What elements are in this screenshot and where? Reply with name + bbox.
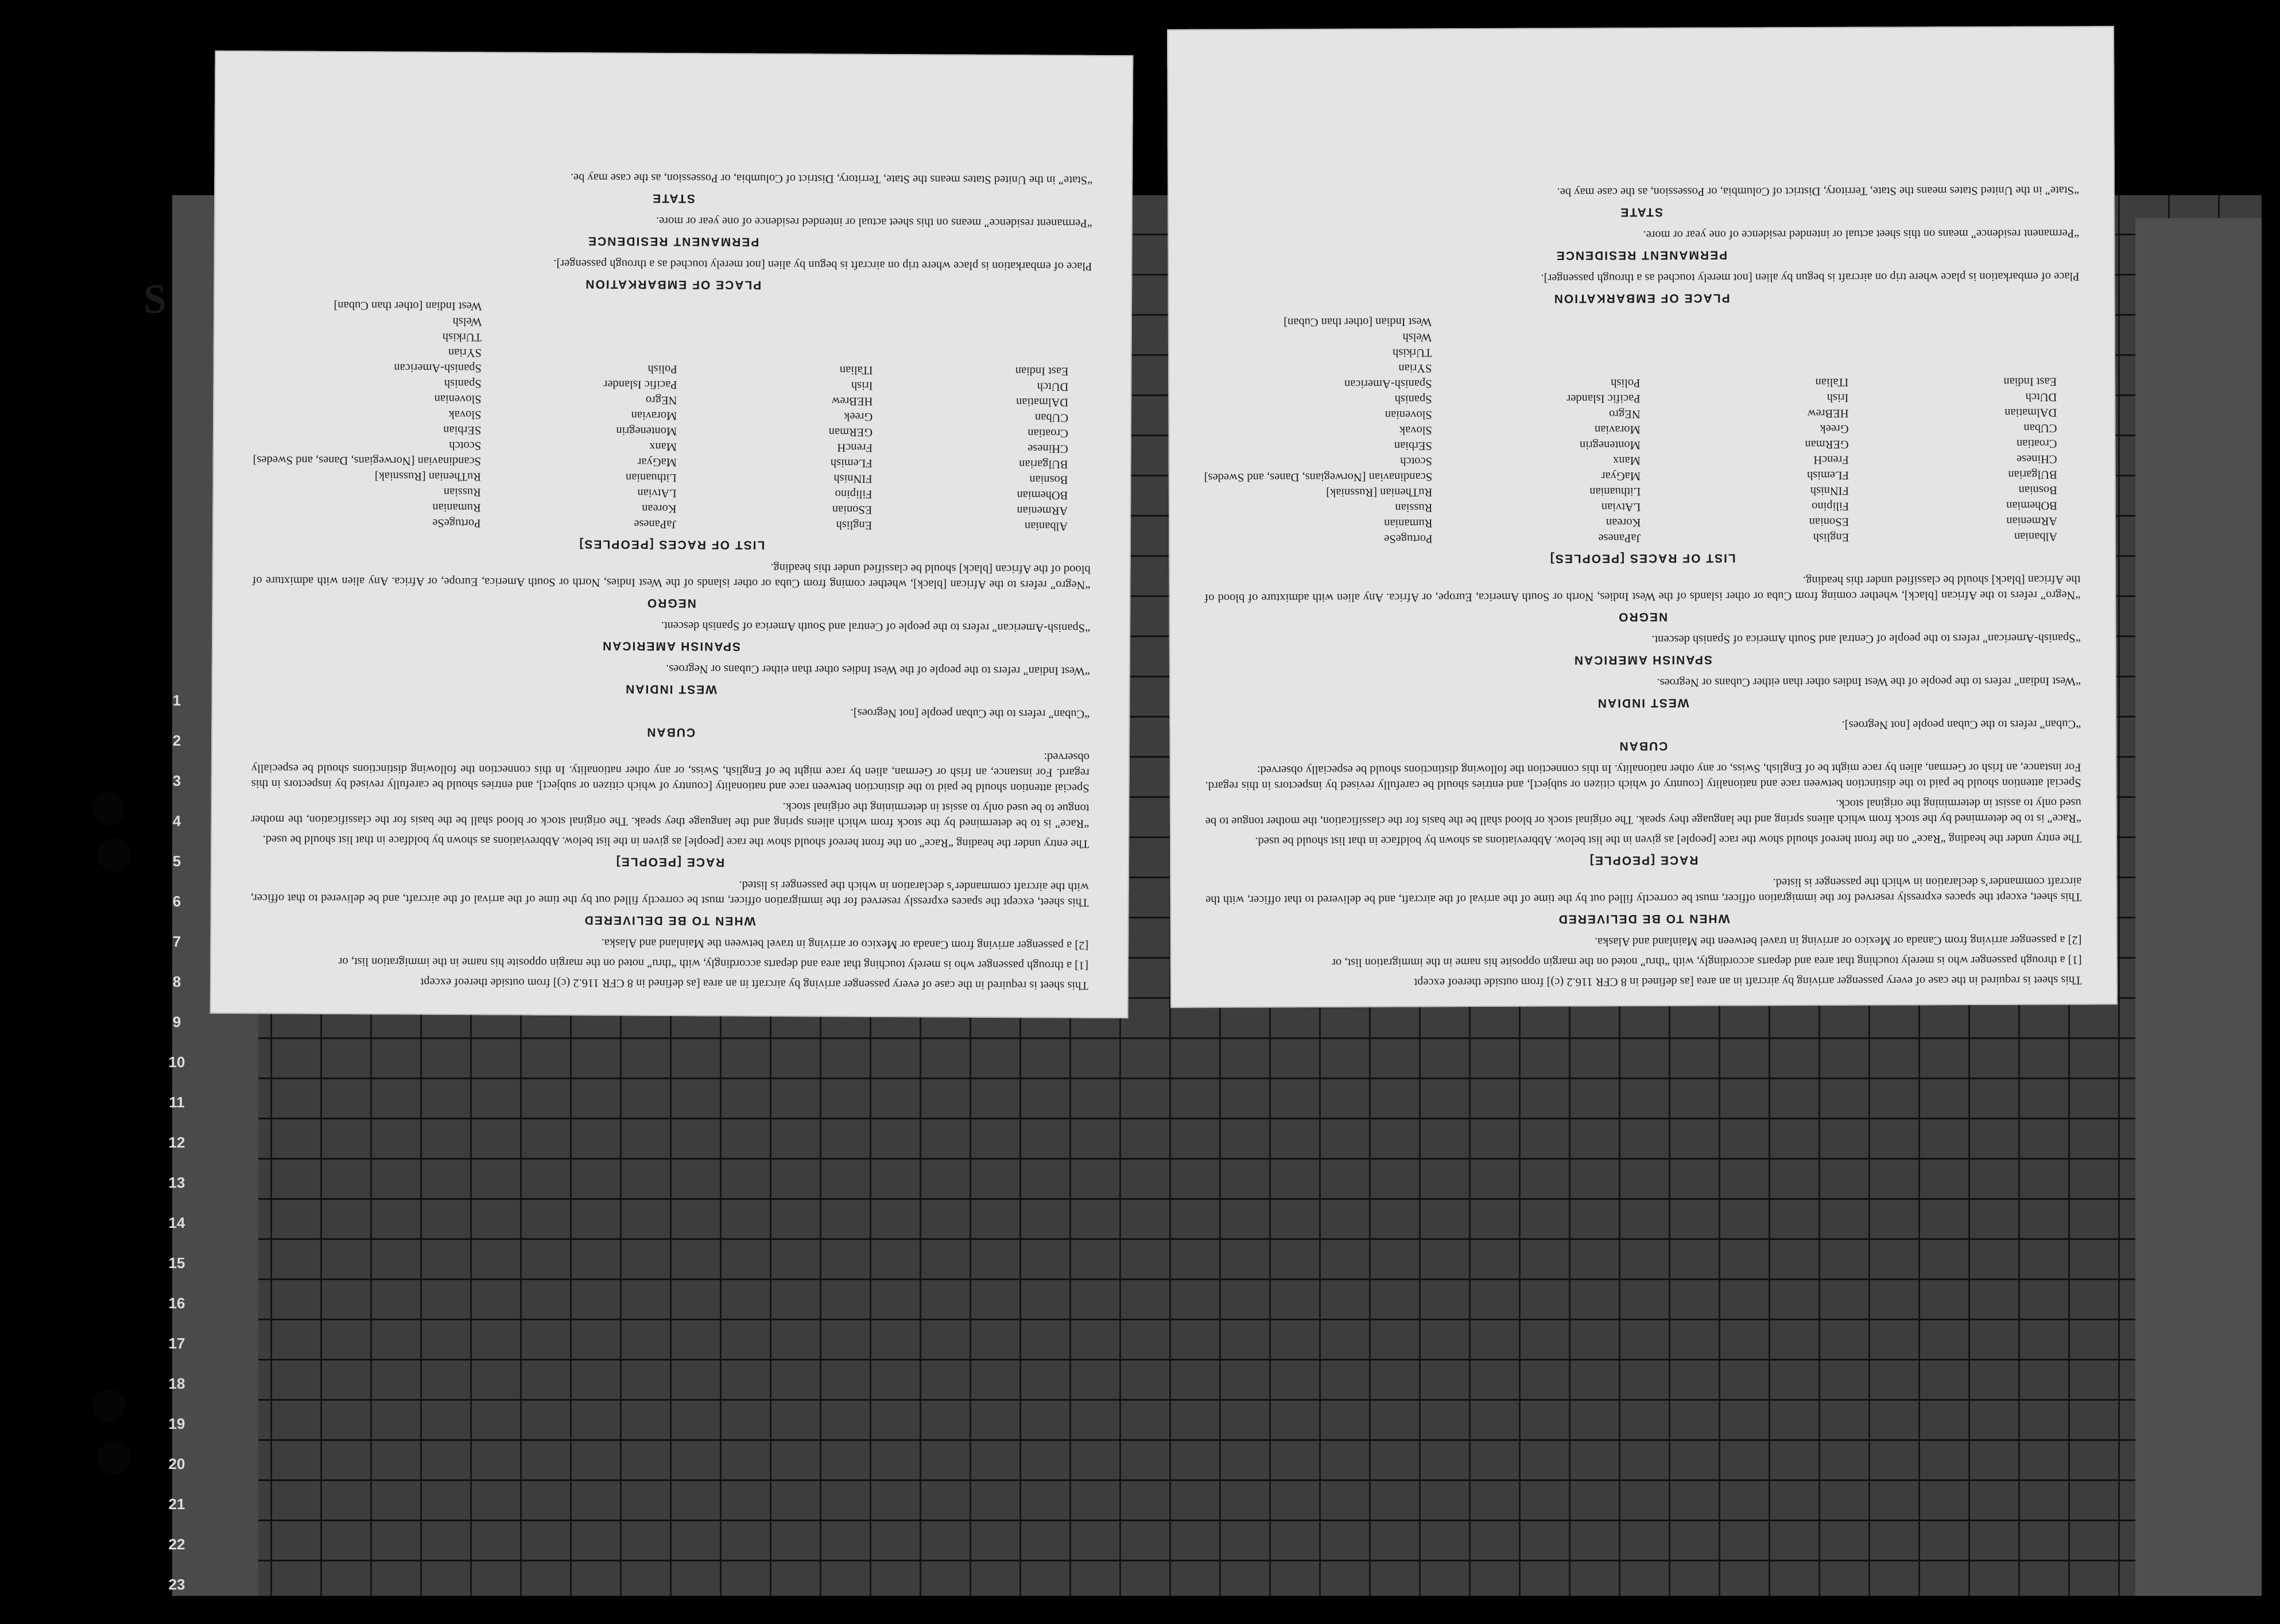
race-entry: Polish [1611,377,1641,390]
races-column [688,299,873,533]
race-entry: DUtch [2025,390,2057,404]
race-entry: TUrkish [1392,346,1432,359]
race-entry: SErbian [1394,439,1432,452]
race-entry: ITalian [1815,375,1849,389]
race-entry: Greek [844,410,873,423]
race-text-2: “Race” is to be determined by the stock from which aliens spring and the language they speak. The original stock or blood shall be the basis for the classification, the mother tongue to be used only to assist in determining the original stock. [251,800,1089,830]
exception-item-2: [2] a passenger arriving from Canada or Mexico or arriving in travel between the Mainland and Alaska. [601,936,1089,952]
race-entry: HEBrew [831,394,873,408]
state-text: “State” in the United States means the State, Territory, District of Columbia, or Possession, as the case may be. [1557,184,2080,199]
race-entry: Rumanian [1384,517,1433,530]
race-entry: Korean [642,502,677,516]
race-entry: Croatian [2016,437,2057,450]
race-entry: SYrian [1398,362,1432,375]
race-entry: Bosnian [2018,483,2057,497]
race-entry: English [1813,530,1849,544]
races-column [253,297,482,530]
race-text-3: Special attention should be paid to the distinction between race and nationality [country of which citizen or subject], and entries should be carefully revised by inspectors in this regard. For instance, an Irish or German, alien by race might be of English, Swiss, or any other nationality. In this connection the following distinctions should be especially observed: [251,750,1090,794]
ledger-row-number: 3 [172,772,181,789]
when-text: This sheet, except the spaces expressly reserved for the immigration officer, must be correctly filled out by the time of the arrival of the aircraft, and be delivered to that officer, with the aircraft commander’s declaration in which the passenger is listed. [1205,875,2082,906]
race-entry: Welsh [1402,331,1432,344]
spanish-american-heading: SPANISH AMERICAN [601,639,741,653]
race-entry: Bosnian [1029,473,1068,486]
ledger-row-number: 11 [169,1094,185,1111]
ledger-row-number: 2 [172,732,181,749]
exception-item-2: [2] a passenger arriving from Canada or Mexico or arriving in travel between the Mainland and Alaska. [1594,933,2082,948]
race-entry: Slovenian [434,392,482,406]
punch-hole [92,792,125,825]
intro-text: This sheet is required in the case of every passenger arriving by aircraft in an area [as defined in 8 CFR 116.2 (c)] from outside thereof except [420,975,1088,992]
race-entry: Manx [649,440,677,454]
race-entry: Albanian [2014,530,2058,543]
races-column [1860,311,2057,544]
race-entry: Spanish-American [1344,377,1432,390]
race-entry: BOhemian [1017,489,1068,502]
race-entry: Lithuanian [1589,485,1641,498]
race-entry: Polish [647,362,677,376]
race-entry: FINnish [833,472,873,485]
race-entry: East Indian [2003,375,2057,388]
instruction-sheet-right [1167,26,2118,1008]
race-entry: Scandinavian [Norwegians, Danes, and Swedes] [253,454,482,468]
embarkation-text: Place of embarkation is place where trip on aircraft is begun by alien [not merely touched as a through passenger]. [553,257,1092,273]
race-entry: Croatian [1027,427,1068,440]
spanish-american-text: “Spanish-American” refers to the people of Central and South America of Spanish descent. [661,619,1091,634]
race-entry: Montenegrin [616,424,677,438]
race-text-3: Special attention should be paid to the distinction between race and nationality [country of which citizen or subject], and entries should be carefully revised by inspectors in this regard. For instance, an Irish or German, alien by race might be of English, Swiss, or any other nationality. In this connection the following distinctions should be especially observed: [1205,761,2081,792]
exception-item-1: [1] a through passenger who is merely touching that area and departs accordingly, with “thru” noted on the margin opposite his name in the immigration list, or [338,955,1089,972]
punch-hole [92,1389,125,1423]
punch-hole [98,1441,131,1474]
race-entry: SYrian [448,346,482,359]
race-entry: PortugeSe [1384,532,1433,545]
state-heading: STATE [652,191,695,206]
residence-heading: PERMANENT RESIDENCE [1555,248,1728,262]
race-entry: West Indian [other than Cuban] [334,299,482,313]
cuban-heading: CUBAN [1618,739,1668,753]
race-entry: Moravian [631,409,677,423]
race-entry: Montenegrin [1579,439,1641,452]
races-column [1443,313,1641,546]
when-heading: WHEN TO BE DELIVERED [1557,912,1730,926]
race-entry: Filipino [835,487,873,501]
race-entry: LAtvian [1601,501,1641,514]
race-entry: FINnish [1810,484,1849,497]
race-entry: Russian [1395,501,1433,514]
race-entry: Welsh [452,315,482,328]
ledger-row-number: 19 [168,1415,185,1432]
race-text: The entry under the heading “Race” on the front hereof should show the race [people] as given in the list below. Abbreviations as shown by boldface in that list should be used. [262,833,1089,850]
race-entry: JaPanese [1598,532,1641,545]
negro-heading: NEGRO [1618,610,1668,624]
ledger-row-number: 4 [172,812,181,830]
ledger-row-number: 12 [168,1134,185,1151]
ledger-header-letter: S [144,276,167,322]
negro-heading: NEGRO [646,596,696,610]
race-entry: Irish [1827,391,1849,404]
race-entry: RuThenian [Russniak] [374,470,481,483]
race-entry: Lithuanian [625,471,677,485]
when-text: This sheet, except the spaces expressly reserved for the immigration officer, must be correctly filled out by the time of the arrival of the aircraft, and be delivered to that officer, with the aircraft commander’s declaration in which the passenger is listed. [250,878,1089,909]
state-heading: STATE [1619,205,1664,219]
races-list [253,297,1069,533]
race-entry: Pacific Islander [1566,392,1641,405]
race-entry: ITalian [839,363,873,377]
race-entry: ARmenian [1017,504,1068,517]
race-entry: TUrkish [442,330,482,344]
race-entry: CHinese [2017,452,2057,466]
race-entry: DUtch [1037,380,1069,393]
race-entry: Russian [443,485,481,499]
race-heading: RACE [PEOPLE] [615,855,725,869]
ledger-row-number: 14 [168,1214,185,1231]
race-entry: Scotch [449,439,482,452]
race-entry: Albanian [1024,520,1068,533]
ledger-row-number: 17 [168,1335,185,1352]
negro-text: “Negro” refers to the African [black], whether coming from Cuba or other islands of the West Indies, North or South America, Europe, or Africa. Any alien with admixture of blood of the African [black] should be classified under this heading. [252,561,1091,591]
race-entry: Rumanian [432,501,481,514]
races-column [1651,312,1849,545]
race-entry: Irish [851,379,873,392]
races-column [1204,313,1433,546]
ledger-row-number: 21 [168,1495,185,1513]
race-text-2: “Race” is to be determined by the stock from which aliens spring and the language they speak. The original stock or blood shall be the basis for the classification, the mother tongue to be used only to assist in determining the original stock. [1205,796,2081,828]
race-entry: CUban [1034,411,1069,424]
race-entry: Slovak [448,408,482,421]
race-entry: RuThenian [Russniak] [1326,486,1433,499]
cuban-text: “Cuban” refers to the Cuban people [not Negroes]. [850,706,1090,720]
race-text: The entry under the heading “Race” on the front hereof should show the race [people] as given in the list below. Abbreviations as shown by boldface in that list should be used. [1255,832,2081,848]
race-entry: FLemish [1806,468,1849,482]
race-entry: LAtvian [637,486,677,500]
race-entry: BUlgarian [1019,458,1068,471]
race-entry: Manx [1613,454,1641,467]
race-entry: GERman [828,425,873,439]
instruction-sheet-left [210,51,1134,1018]
ledger-row-number: 15 [168,1254,185,1272]
race-entry: East Indian [1015,365,1069,378]
embarkation-heading: PLACE OF EMBARKATION [584,277,762,292]
embarkation-heading: PLACE OF EMBARKATION [1553,291,1730,305]
race-entry: MaGyar [1601,470,1641,483]
race-entry: Scandinavian [Norwegians, Danes, and Swedes] [1204,470,1433,484]
residence-heading: PERMANENT RESIDENCE [587,234,759,249]
race-entry: Pacific Islander [603,378,677,392]
spanish-american-text: “Spanish-American” refers to the people of Central and South America of Spanish descent. [1651,631,2081,646]
race-entry: Spanish-American [394,361,482,375]
race-entry: Slovak [1399,424,1432,437]
punch-hole [98,838,131,871]
residence-text: “Permanent residence” means on this sheet actual or intended residence of one year or more. [656,214,1092,230]
race-entry: Filipino [1812,499,1849,513]
ledger-row-number: 16 [168,1294,185,1312]
race-entry: Spanish [1394,393,1432,406]
race-entry: FLemish [830,456,873,470]
spanish-american-heading: SPANISH AMERICAN [1573,653,1712,667]
west-indian-heading: WEST INDIAN [1596,696,1689,710]
ledger-row-number: 22 [168,1536,185,1553]
race-entry: CUban [2023,421,2057,435]
race-entry: SErbian [443,423,482,437]
cuban-text: “Cuban” refers to the Cuban people [not Negroes]. [1841,718,2081,731]
race-entry: ESonian [1809,515,1849,528]
race-entry: Slovenian [1385,408,1432,421]
west-indian-text: “West Indian” refers to the people of the West Indies other than either Cubans or Negroes. [666,662,1090,677]
ledger-row-number: 6 [172,893,181,910]
race-entry: Moravian [1594,423,1641,436]
when-heading: WHEN TO BE DELIVERED [583,913,756,928]
race-entry: FrencH [837,441,873,454]
list-of-races-heading: LIST OF RACES [PEOPLES] [578,537,765,552]
ledger-row-number: 7 [172,933,181,950]
embarkation-text: Place of embarkation is place where trip on aircraft is begun by alien [not merely touched as a through passenger]. [1541,270,2080,285]
negro-text: “Negro” refers to the African [black], whether coming from Cuba or other islands of the West Indies, North or South America, Europe, or Africa. Any alien with admixture of blood of the African [black] should be classified under this heading. [1204,573,2081,604]
race-entry: Greek [1820,422,1849,435]
race-entry: HEBrew [1807,406,1849,420]
ledger-row-number: 1 [172,692,181,709]
race-entry: Spanish [444,377,482,390]
race-entry: ESonian [832,503,873,516]
ledger-row-number: 20 [168,1455,185,1472]
race-entry: NEgro [1608,408,1641,421]
race-entry: DAlmatian [2004,406,2057,419]
races-list [1204,311,2057,546]
races-column [883,300,1069,534]
ledger-row-number: 9 [172,1013,181,1030]
race-entry: MaGyar [637,455,677,469]
ledger-row-number: 8 [172,973,181,990]
race-heading: RACE [PEOPLE] [1588,853,1699,867]
race-entry: BUlgarian [2008,468,2057,481]
intro-text: This sheet is required in the case of every passenger arriving by aircraft in an area [as defined in 8 CFR 116.2 (c)] from outside thereof except [1414,974,2082,989]
ledger-row-number: 13 [168,1174,185,1191]
cuban-heading: CUBAN [646,725,696,739]
race-entry: JaPanese [634,517,677,531]
race-entry: ARmenian [2006,514,2058,528]
ledger-row-number: 18 [168,1375,185,1392]
race-entry: GERman [1805,437,1849,451]
race-entry: English [836,518,873,532]
ledger-row-number: 23 [168,1576,185,1593]
exception-item-1: [1] a through passenger who is merely touching that area and departs accordingly, with “thru” noted on the margin opposite his name in the immigration list, or [1332,954,2082,969]
races-column [492,298,677,532]
ledger-row-number: 5 [172,852,181,870]
race-entry: CHinese [1027,442,1068,455]
residence-text: “Permanent residence” means on this sheet actual or intended residence of one year or more. [1643,227,2080,241]
west-indian-heading: WEST INDIAN [625,682,718,696]
ledger-right-margin [2135,218,2262,1596]
west-indian-text: “West Indian” refers to the people of the West Indies other than either Cubans or Negroes. [1657,675,2081,689]
race-entry: FrencH [1813,453,1849,466]
race-entry: NEgro [645,393,677,407]
race-entry: Scotch [1400,455,1433,468]
list-of-races-heading: LIST OF RACES [PEOPLES] [1549,551,1736,565]
race-entry: PortugeSe [432,516,481,530]
ledger-row-number: 10 [168,1053,185,1071]
race-entry: West Indian [other than Cuban] [1284,315,1432,329]
race-entry: BOhemian [2006,499,2057,512]
race-entry: Korean [1606,516,1641,529]
state-text: “State” in the United States means the State, Territory, District of Columbia, or Possession, as the case may be. [570,171,1093,187]
race-entry: DAlmatian [1016,396,1069,409]
